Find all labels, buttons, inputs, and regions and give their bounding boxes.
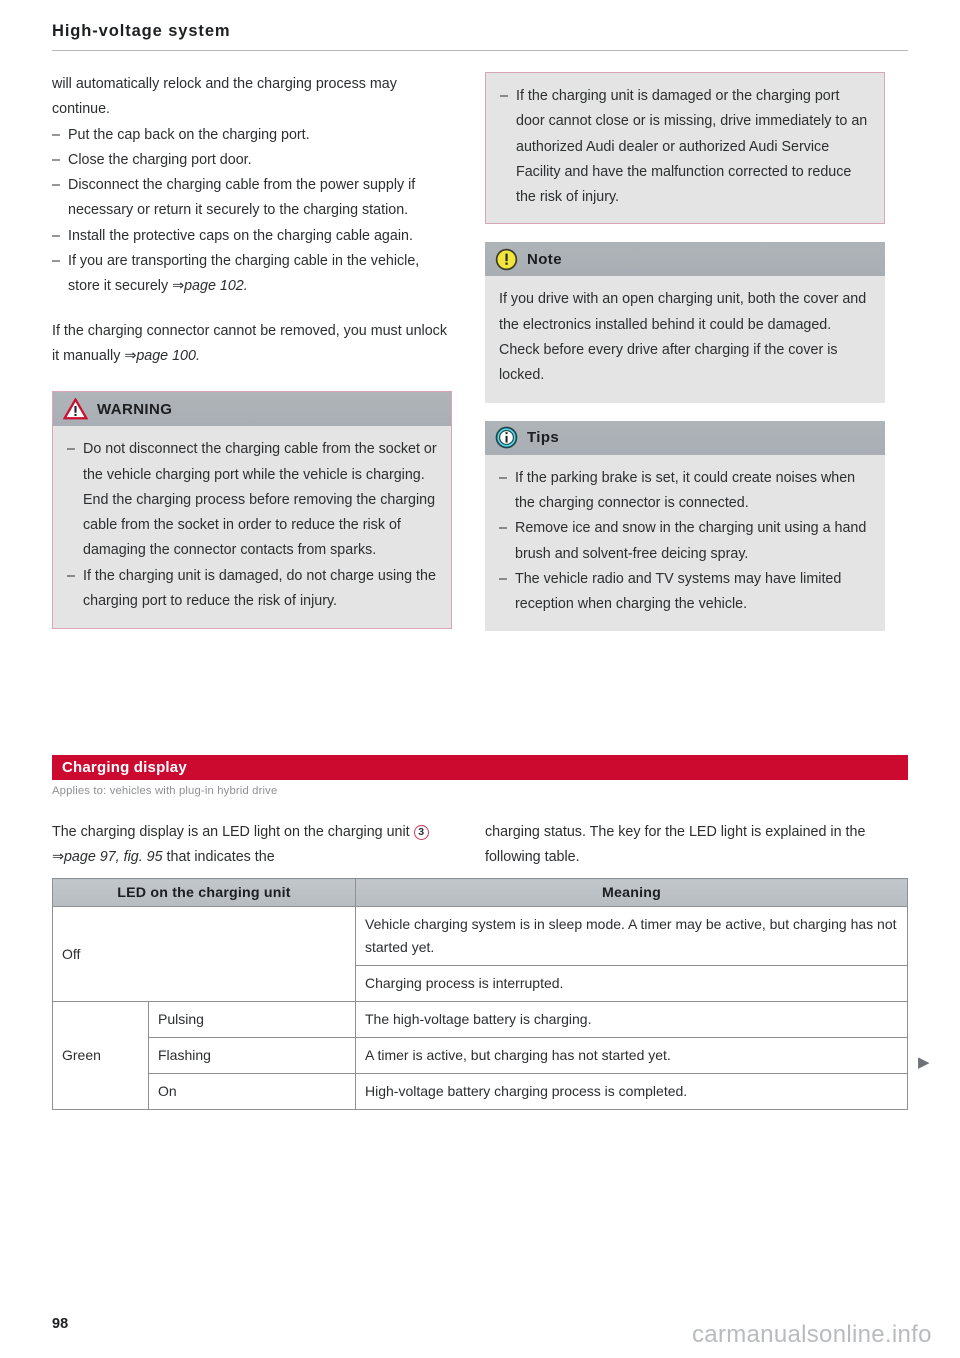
left-column: [52, 72, 452, 629]
list-item: – If the charging unit is damaged, do not charge using the charging port to reduce the risk of injury.: [67, 564, 437, 615]
table-cell-meaning: High-voltage battery charging process is completed.: [356, 1074, 908, 1110]
unlock-paragraph: If the charging connector cannot be removed, you must unlock it manually ⇒page 100.: [52, 322, 447, 364]
section-title: Charging display: [62, 759, 187, 776]
table-row: [53, 1038, 908, 1074]
note-text: If you drive with an open charging unit, both the cover and the electronics installed behind it could be damaged. Check before every drive after charging if the cover is locked.: [499, 291, 867, 384]
right-column: [485, 72, 885, 631]
warning-triangle-icon: [63, 398, 88, 420]
tips-item-list: [499, 466, 871, 618]
site-watermark: carmanualsonline.info: [692, 1321, 932, 1348]
table-cell-meaning: A timer is active, but charging has not started yet.: [356, 1038, 908, 1074]
table-cell-led-off: Off: [53, 907, 356, 1002]
table-header-row: [53, 879, 908, 907]
table-cell-state: Pulsing: [149, 1002, 356, 1038]
cross-reference[interactable]: ⇒page 97, fig. 95: [52, 849, 163, 866]
table-cell-led-green: Green: [53, 1002, 149, 1110]
list-item: – Install the protective caps on the charging cable again.: [52, 224, 452, 249]
arrow-icon: ⇒: [172, 278, 185, 295]
list-item: – Remove ice and snow in the charging unit using a hand brush and solvent-free deicing spray.: [499, 516, 871, 567]
table-cell-meaning: The high-voltage battery is charging.: [356, 1002, 908, 1038]
section-intro-right: [485, 820, 885, 871]
warning-callout: [52, 391, 452, 629]
arrow-icon: ⇒: [52, 849, 64, 866]
warning-continued-item-list: [500, 84, 870, 210]
warning-callout-header: [53, 392, 451, 426]
note-callout-label: Note: [527, 250, 562, 268]
warning-continued-body: [486, 73, 884, 223]
note-callout-header: [485, 242, 885, 276]
list-item: – If the charging unit is damaged or the charging port door cannot close or is missing, drive immediately to an authorized Audi dealer or authorized Audi Service Facility and have the malfunction corrected to reduce the risk of injury.: [500, 84, 870, 210]
list-item: – Put the cap back on the charging port.: [52, 123, 452, 148]
tips-callout: [485, 421, 885, 632]
table-cell-meaning: Vehicle charging system is in sleep mode. A timer may be active, but charging has not started yet.: [356, 907, 908, 966]
tips-callout-body: [485, 455, 885, 632]
section-intro-left-text: The charging display is an LED light on the charging unit 3 ⇒page 97, fig. 95 that indicates the: [52, 820, 452, 871]
list-item: – The vehicle radio and TV systems may have limited reception when charging the vehicle.: [499, 567, 871, 618]
table-header-cell-meaning: Meaning: [356, 879, 908, 907]
applies-to-note: Applies to: vehicles with plug-in hybrid drive: [52, 785, 278, 797]
table-header-cell-led: LED on the charging unit: [53, 879, 356, 907]
table-cell-state: On: [149, 1074, 356, 1110]
section-intro-left: [52, 820, 452, 871]
warning-item-list: [67, 437, 437, 614]
warning-callout-continued: [485, 72, 885, 224]
table-row: [53, 1002, 908, 1038]
intro-continuation-paragraph: will automatically relock and the charging process may continue.: [52, 76, 397, 118]
charging-display-section: [52, 755, 908, 797]
running-header: [52, 22, 908, 51]
warning-callout-body: [53, 426, 451, 628]
table-row: [53, 1074, 908, 1110]
note-exclamation-icon: [495, 248, 518, 271]
section-heading-bar: [52, 755, 908, 780]
note-callout-body: [485, 276, 885, 402]
note-callout: [485, 242, 885, 402]
info-circle-icon: [495, 426, 518, 449]
table-row: [53, 907, 908, 966]
continuation-marker: ▶: [918, 1054, 930, 1071]
list-item: – If you are transporting the charging cable in the vehicle, store it securely ⇒page 102.: [52, 249, 452, 300]
figure-callout-marker: 3: [414, 825, 429, 840]
list-item: – Do not disconnect the charging cable from the socket or the vehicle charging port while the vehicle is charging. End the charging process before removing the charging cable from the socket in order to reduce the risk of damaging the connector contacts from sparks.: [67, 437, 437, 563]
procedure-step-list: [52, 123, 452, 300]
section-intro-right-text: charging status. The key for the LED light is explained in the following table.: [485, 824, 866, 866]
list-item: – If the parking brake is set, it could create noises when the charging connector is connected.: [499, 466, 871, 517]
page-number: 98: [52, 1316, 69, 1332]
cross-reference[interactable]: ⇒page 100.: [124, 347, 200, 364]
list-item: – Disconnect the charging cable from the power supply if necessary or return it securely to the charging station.: [52, 173, 452, 224]
tips-callout-header: [485, 421, 885, 455]
cross-reference[interactable]: ⇒page 102.: [172, 278, 248, 295]
arrow-icon: ⇒: [124, 347, 137, 364]
list-item: – Close the charging port door.: [52, 148, 452, 173]
page-title: High-voltage system: [52, 22, 231, 40]
table-cell-state: Flashing: [149, 1038, 356, 1074]
tips-callout-label: Tips: [527, 429, 560, 447]
header-divider: [52, 50, 908, 51]
led-key-table: [52, 878, 908, 1110]
warning-callout-label: WARNING: [97, 400, 173, 418]
table-cell-meaning: Charging process is interrupted.: [356, 966, 908, 1002]
